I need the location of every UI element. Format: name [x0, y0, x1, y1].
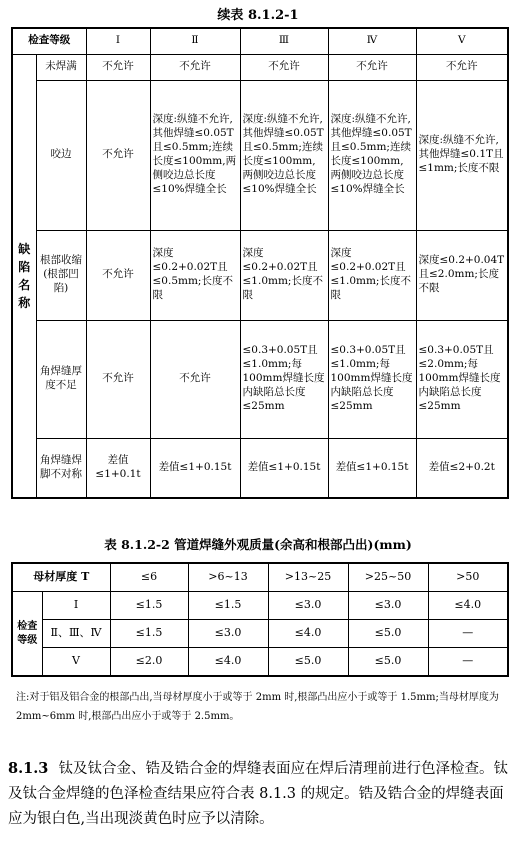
table1-title: 续表 8.1.2-1	[217, 8, 299, 23]
level-name: Ⅰ	[42, 592, 110, 620]
table-cell: 不允许	[240, 54, 328, 80]
table-cell: ≤3.0	[268, 592, 348, 620]
table-cell: 深度≤0.2+0.02T且≤1.0mm;长度不限	[328, 230, 416, 320]
table-cell: ≤5.0	[268, 648, 348, 677]
section-8-1-3	[8, 757, 510, 832]
table-cell: ≤1.5	[110, 620, 188, 648]
table-note: 注:对于铝及铝合金的根部凸出,当母材厚度小于或等于 2mm 时,根部凸出应小于或等于 1.5mm;当母材厚度为 2mm~6mm 时,根部凸出应小于或等于 2.5mm。	[16, 692, 499, 722]
table-cell: ≤4.0	[428, 592, 508, 620]
level-1: Ⅰ	[86, 28, 150, 54]
table-cell: 差值≤1+0.1t	[86, 438, 150, 498]
table-cell: ≤1.5	[110, 592, 188, 620]
table-cell: ≤1.5	[188, 592, 268, 620]
pipe-weld-reinforcement-table	[11, 562, 509, 677]
level-name: Ⅱ、Ⅲ、Ⅳ	[42, 620, 110, 648]
table-cell: 不允许	[150, 320, 240, 438]
thickness-col: ≤6	[110, 563, 188, 592]
weld-defect-table	[11, 27, 509, 499]
section-text: 钛及钛合金、锆及锆合金的焊缝表面应在焊后清理前进行色泽检查。钛及钛合金焊缝的色泽检查结果应符合表 8.1.3 的规定。锆及锆合金的焊缝表面应为银白色,当出现淡黄色时应予以清除。	[8, 761, 508, 827]
table-cell: 不允许	[416, 54, 508, 80]
defect-name: 未焊满	[36, 54, 86, 80]
table2-title: 表 8.1.2-2 管道焊缝外观质量(余高和根部凸出)(mm)	[104, 537, 412, 552]
defect-name: 咬边	[36, 80, 86, 230]
table-cell: 不允许	[328, 54, 416, 80]
table-cell: —	[428, 620, 508, 648]
thickness-col: >13~25	[268, 563, 348, 592]
table-cell: 差值≤2+0.2t	[416, 438, 508, 498]
table-cell: 深度:纵缝不允许,其他焊缝≤0.05T且≤0.5mm;连续长度≤100mm,两侧咬边总长度≤10%焊缝全长	[150, 80, 240, 230]
table-cell: ≤3.0	[188, 620, 268, 648]
table-cell: 差值≤1+0.15t	[150, 438, 240, 498]
table-cell: 深度≤0.2+0.02T且≤1.0mm;长度不限	[240, 230, 328, 320]
table-cell: 深度:纵缝不允许,其他焊缝≤0.05T且≤0.5mm;连续长度≤100mm,两侧咬边总长度≤10%焊缝全长	[328, 80, 416, 230]
table-cell: —	[428, 648, 508, 677]
table-cell: ≤0.3+0.05T且≤1.0mm;每100mm焊缝长度内缺陷总长度≤25mm	[240, 320, 328, 438]
table-cell: 深度:纵缝不允许,其他焊缝≤0.1T且≤1mm;长度不限	[416, 80, 508, 230]
level-4: Ⅳ	[328, 28, 416, 54]
table-cell: ≤4.0	[268, 620, 348, 648]
table-cell: ≤0.3+0.05T且≤1.0mm;每100mm焊缝长度内缺陷总长度≤25mm	[328, 320, 416, 438]
table-cell: 深度≤0.2+0.04T且≤2.0mm;长度不限	[416, 230, 508, 320]
header-base-thickness: 母材厚度 T	[12, 563, 110, 592]
table-cell: ≤4.0	[188, 648, 268, 677]
defect-name-label: 缺陷名称	[12, 54, 36, 498]
thickness-col: >50	[428, 563, 508, 592]
table-cell: 不允许	[150, 54, 240, 80]
table-cell: 差值≤1+0.15t	[240, 438, 328, 498]
check-level-label: 检查等级	[12, 592, 42, 677]
level-5: Ⅴ	[416, 28, 508, 54]
table-cell: 不允许	[86, 80, 150, 230]
table-cell: ≤0.3+0.05T且≤2.0mm;每100mm焊缝长度内缺陷总长度≤25mm	[416, 320, 508, 438]
header-check-level: 检查等级	[12, 28, 86, 54]
thickness-col: >6~13	[188, 563, 268, 592]
level-name: Ⅴ	[42, 648, 110, 677]
defect-name: 角焊缝焊脚不对称	[36, 438, 86, 498]
table-cell: ≤5.0	[348, 648, 428, 677]
thickness-col: >25~50	[348, 563, 428, 592]
table-cell: 不允许	[86, 320, 150, 438]
table-cell: 不允许	[86, 230, 150, 320]
section-number: 8.1.3	[8, 760, 49, 777]
level-2: Ⅱ	[150, 28, 240, 54]
defect-name: 角焊缝厚度不足	[36, 320, 86, 438]
table-cell: 深度:纵缝不允许,其他焊缝≤0.05T且≤0.5mm;连续长度≤100mm,两侧咬边总长度≤10%焊缝全长	[240, 80, 328, 230]
level-3: Ⅲ	[240, 28, 328, 54]
table-cell: 深度≤0.2+0.02T且≤0.5mm;长度不限	[150, 230, 240, 320]
table-cell: ≤2.0	[110, 648, 188, 677]
table-cell: ≤3.0	[348, 592, 428, 620]
table-cell: ≤5.0	[348, 620, 428, 648]
table-cell: 差值≤1+0.15t	[328, 438, 416, 498]
table-cell: 不允许	[86, 54, 150, 80]
defect-name: 根部收缩(根部凹陷)	[36, 230, 86, 320]
